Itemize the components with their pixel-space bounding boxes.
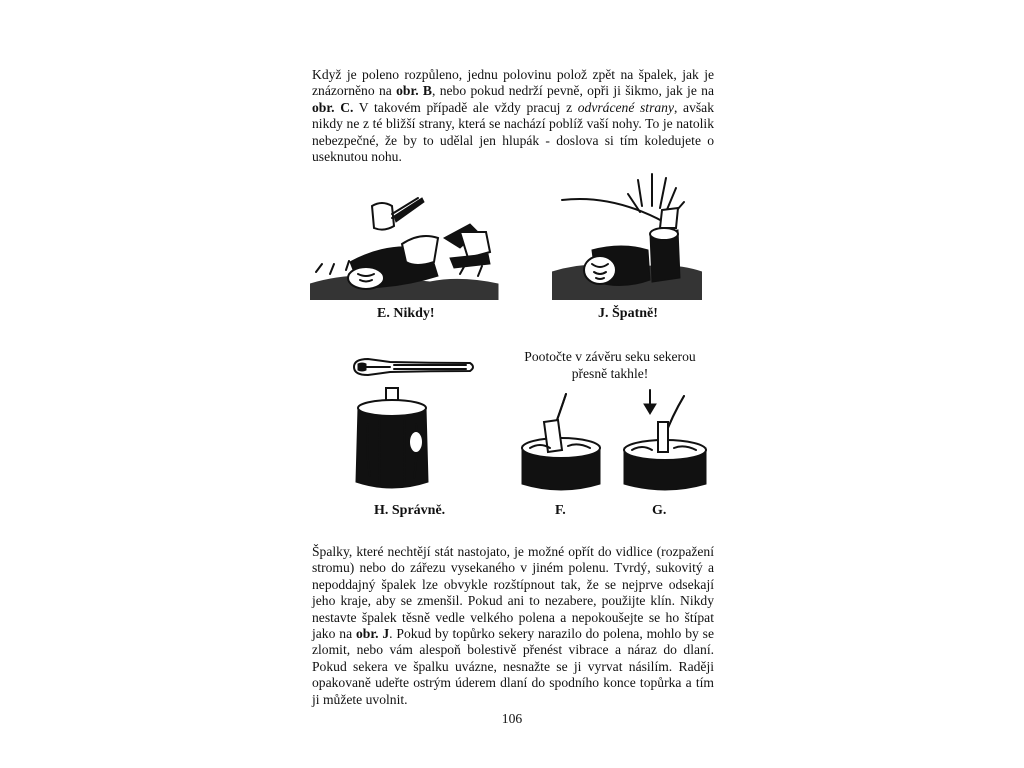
figure-g-illustration <box>620 386 710 496</box>
figure-j-wrong-illustration <box>552 172 702 300</box>
top-paragraph-text-2: , nebo pokud nedrží pevně, opři ji šikmo, jak je na <box>432 83 714 99</box>
figure-h-correct-illustration <box>350 384 434 496</box>
figure-f-illustration <box>518 392 604 496</box>
emphasis-far-side: odvrácené strany <box>577 99 674 115</box>
figure-fg-note: Pootočte v závěru seku sekerou přesně takhle! <box>524 349 696 381</box>
figure-g-caption: G. <box>652 503 667 518</box>
figure-ref-c: obr. C. <box>312 99 354 115</box>
figure-h-caption: H. Správně. <box>374 503 446 518</box>
figure-e-never-illustration <box>310 192 500 300</box>
top-paragraph-text-4: , avšak nikdy ne z té bližší strany, která se nachází poblíž vaší nohy. To je natolik nebezpečné, že by to udělal jen hlupák - doslova si tím koledujete o useknutou nohu. <box>312 99 714 165</box>
figure-ref-b: obr. B <box>396 83 433 99</box>
page-number: 106 <box>501 711 523 726</box>
figure-e-caption: E. Nikdy! <box>377 306 435 321</box>
bottom-paragraph <box>312 544 714 708</box>
top-paragraph-text-3: V takovém případě ale vždy pracuj z <box>353 99 578 115</box>
axe-handle-illustration <box>350 354 478 380</box>
bottom-paragraph-text-1: Špalky, které nechtějí stát nastojato, je možné opřít do vidlice (rozpažení stromu) nebo do zářezu vysekaného v jiném polenu. Tvrdý, sukovitý a nepoddajný špalek lze obvykle rozštípnout tak, že se nejprve odsekají jeho kraje, aby se zmenšil. Pokud ani to nezabere, použijte klín. Nikdy nestavte špalek těsně vedle velkého polena a nepokoušejte se ho štípat jako na <box>312 544 714 642</box>
figure-ref-j: obr. J <box>355 626 390 642</box>
figure-j-caption: J. Špatně! <box>598 306 658 321</box>
top-paragraph-text-1: Když je poleno rozpůleno, jednu polovinu polož zpět na špalek, jak je znázorněno na <box>312 67 714 99</box>
bottom-paragraph-text-2: . Pokud by topůrko sekery narazilo do polena, mohlo by se zlomit, nebo vám alespoň bolestivě přenést vibrace a náraz do dlaní. Pokud sekera ve špalku uvázne, nesnažte se ji vyrvat násilím. Raději opakovaně udeřte ostrým úderem dlaní do spodního konce topůrka a tím ji můžete uvolnit. <box>312 626 714 707</box>
top-paragraph <box>312 67 714 165</box>
figure-f-caption: F. <box>555 503 566 518</box>
